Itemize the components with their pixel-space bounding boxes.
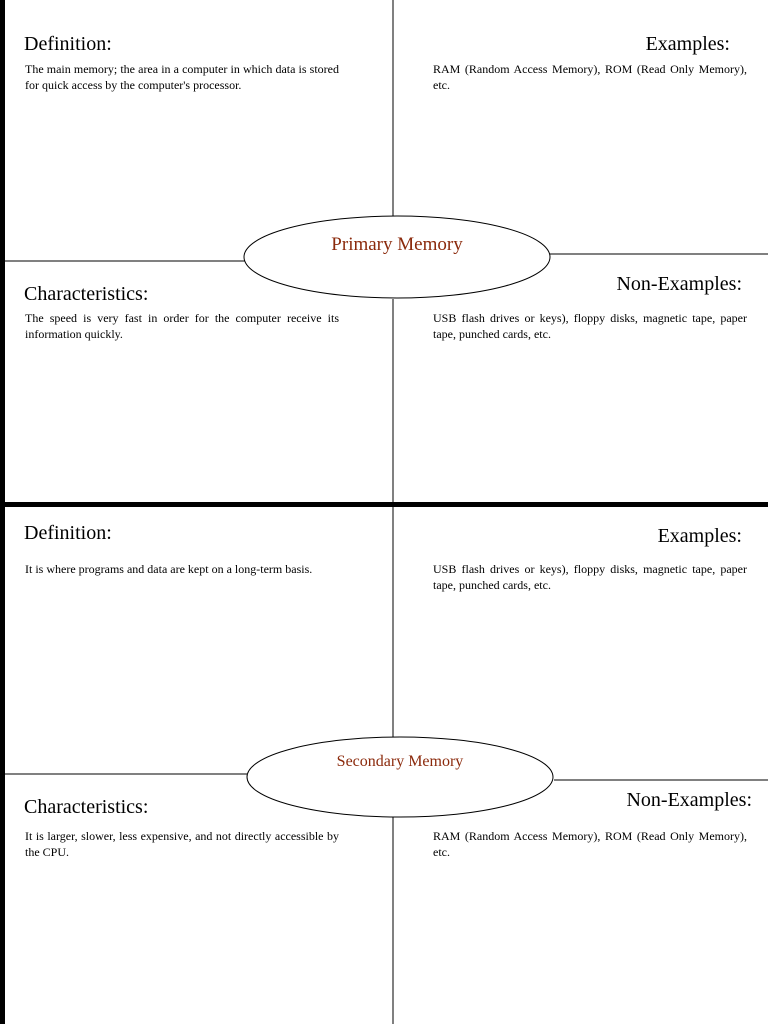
examples-text: RAM (Random Access Memory), ROM (Read Only Memory), etc. — [433, 62, 747, 92]
characteristics-heading: Characteristics: — [24, 283, 149, 305]
frayer-model-primary-memory — [0, 0, 768, 502]
center-ellipse — [247, 737, 553, 817]
definition-heading: Definition: — [24, 33, 112, 55]
characteristics-heading: Characteristics: — [24, 796, 149, 818]
center-ellipse — [244, 216, 550, 298]
non-examples-text: RAM (Random Access Memory), ROM (Read Only Memory), etc. — [433, 829, 747, 859]
definition-heading: Definition: — [24, 522, 112, 544]
center-term: Primary Memory — [331, 234, 463, 255]
non-examples-heading: Non-Examples: — [616, 273, 742, 295]
frayer-model-secondary-memory — [0, 507, 768, 1024]
characteristics-text: The speed is very fast in order for the computer receive its information quickly. — [25, 311, 339, 341]
examples-text: USB flash drives or keys), floppy disks, magnetic tape, paper tape, punched cards, etc. — [433, 562, 747, 592]
non-examples-heading: Non-Examples: — [626, 789, 752, 811]
examples-heading: Examples: — [645, 33, 730, 55]
center-term: Secondary Memory — [336, 753, 464, 770]
definition-text: It is where programs and data are kept on a long-term basis. — [25, 562, 313, 576]
characteristics-text: It is larger, slower, less expensive, and not directly accessible by the CPU. — [25, 829, 339, 859]
definition-text: The main memory; the area in a computer in which data is stored for quick access by the computer's processor. — [25, 62, 339, 92]
examples-heading: Examples: — [657, 525, 742, 547]
non-examples-text: USB flash drives or keys), floppy disks, magnetic tape, paper tape, punched cards, etc. — [433, 311, 747, 341]
